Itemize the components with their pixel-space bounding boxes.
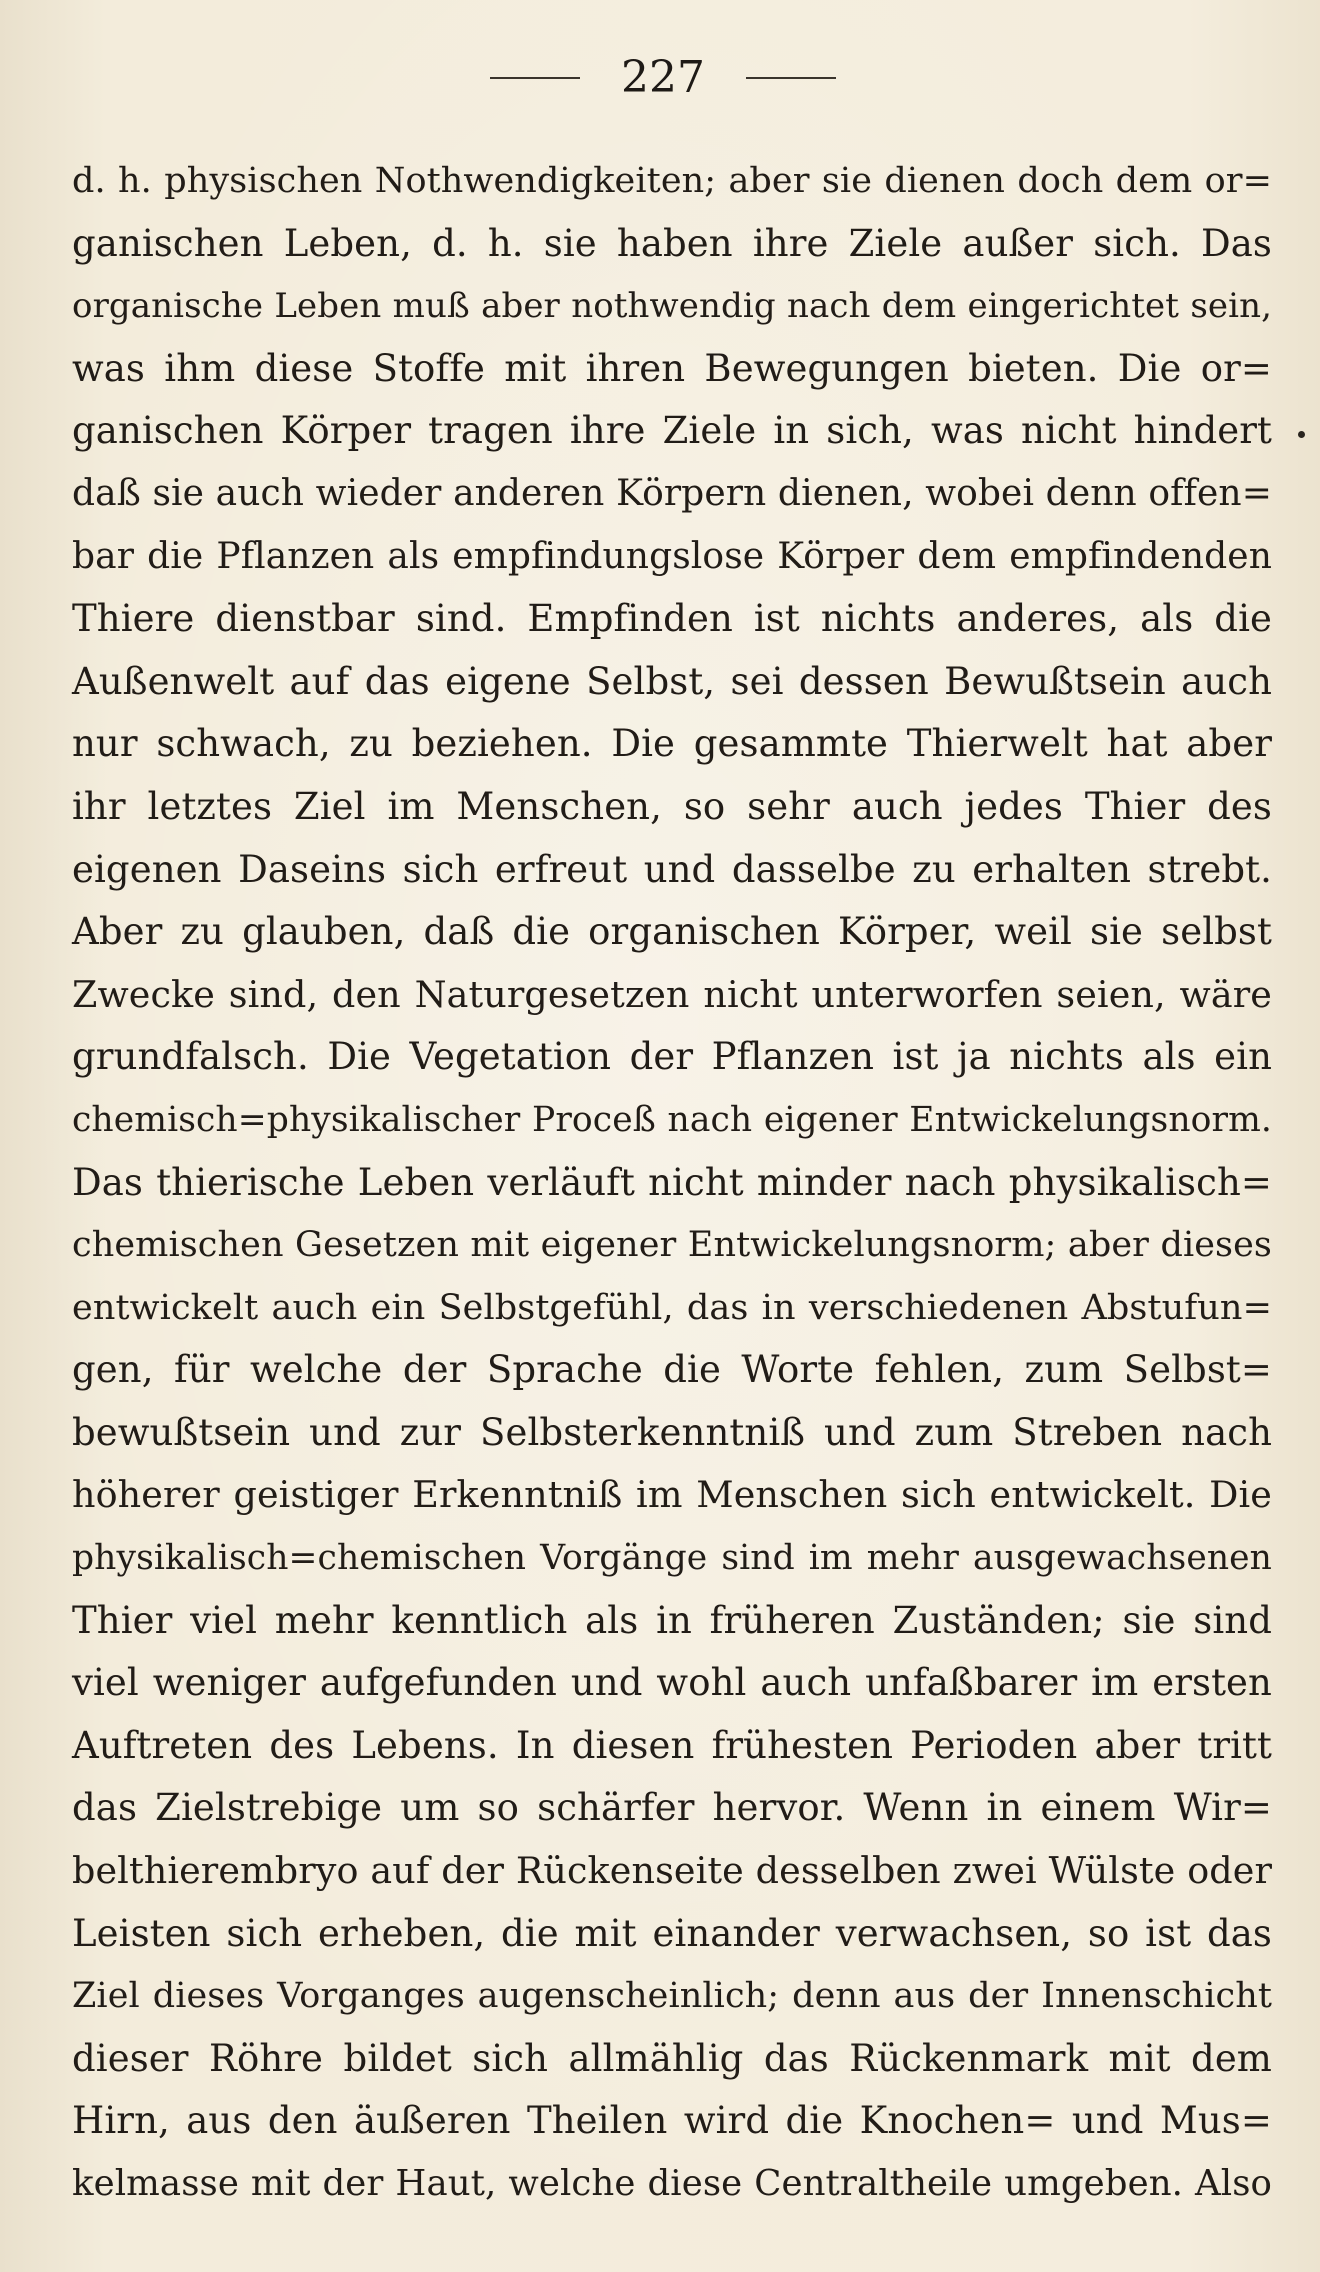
text-line: grundfalsch. Die Vegetation der Pflanzen ist ja nichts als ein (72, 1035, 1272, 1079)
text-line: eigenen Daseins sich erfreut und dasselbe zu erhalten strebt. (72, 847, 1272, 891)
text-line: das Zielstrebige um so schärfer hervor. Wenn in einem Wir= (72, 1786, 1272, 1830)
text-line: Auftreten des Lebens. In diesen frühesten Perioden aber tritt (72, 1723, 1272, 1767)
text-line: Hirn, aus den äußeren Theilen wird die Knochen= und Mus= (72, 2099, 1272, 2143)
text-line: Leisten sich erheben, die mit einander verwachsen, so ist das (72, 1911, 1272, 1955)
text-line: gen, für welche der Sprache die Worte fehlen, zum Selbst= (72, 1348, 1272, 1392)
text-line: ganischen Körper tragen ihre Ziele in sich, was nicht hindert (72, 409, 1272, 453)
text-line: höherer geistiger Erkenntniß im Menschen sich entwickelt. Die (72, 1473, 1272, 1517)
header-rule-right (746, 77, 836, 79)
header-rule-left (490, 77, 580, 79)
margin-ink-dot (1298, 431, 1305, 438)
text-line: Aber zu glauben, daß die organischen Körper, weil sie selbst (72, 910, 1272, 954)
text-line: Außenwelt auf das eigene Selbst, sei dessen Bewußtsein auch (72, 659, 1272, 703)
text-line: Das thierische Leben verläuft nicht minder nach physikalisch= (72, 1160, 1272, 1204)
body-text (72, 150, 1272, 2216)
text-line: entwickelt auch ein Selbstgefühl, das in verschiedenen Abstufun= (72, 1287, 1272, 1328)
text-line: physikalisch=chemischen Vorgänge sind im mehr ausgewachsenen (72, 1538, 1272, 1579)
text-line: chemisch=physikalischer Proceß nach eigener Entwickelungsnorm. (72, 1099, 1272, 1140)
text-line: Ziel dieses Vorganges augenscheinlich; denn aus der Innenschicht (72, 1976, 1272, 2017)
text-line: bar die Pflanzen als empfindungslose Körper dem empfindenden (72, 535, 1272, 577)
text-line: Thiere dienstbar sind. Empfinden ist nichts anderes, als die (72, 597, 1272, 641)
text-line: ihr letztes Ziel im Menschen, so sehr auch jedes Thier des (72, 784, 1272, 828)
text-line: Zwecke sind, den Naturgesetzen nicht unterworfen seien, wäre (72, 972, 1272, 1016)
text-line: bewußtsein und zur Selbsterkenntniß und zum Streben nach (72, 1410, 1272, 1454)
text-line: was ihm diese Stoffe mit ihren Bewegungen bieten. Die or= (72, 346, 1272, 390)
text-line: viel weniger aufgefunden und wohl auch unfaßbarer im ersten (72, 1661, 1272, 1705)
text-line: kelmasse mit der Haut, welche diese Centraltheile umgeben. Also (72, 2163, 1272, 2204)
text-line: dieser Röhre bildet sich allmählig das Rückenmark mit dem (72, 2036, 1272, 2080)
text-line: daß sie auch wieder anderen Körpern dienen, wobei denn offen= (72, 472, 1272, 514)
text-line: nur schwach, zu beziehen. Die gesammte Thierwelt hat aber (72, 722, 1272, 766)
text-line: ganischen Leben, d. h. sie haben ihre Ziele außer sich. Das (72, 221, 1272, 265)
page-number: 227 (621, 52, 705, 103)
page-header (0, 48, 1320, 108)
text-line: belthierembryo auf der Rückenseite desselben zwei Wülste oder (72, 1849, 1272, 1893)
text-line: chemischen Gesetzen mit eigener Entwickelungsnorm; aber dieses (72, 1225, 1272, 1266)
text-line: organische Leben muß aber nothwendig nach dem eingerichtet sein, (72, 286, 1272, 327)
text-line: Thier viel mehr kenntlich als in früheren Zuständen; sie sind (72, 1598, 1272, 1642)
text-line: d. h. physischen Nothwendigkeiten; aber sie dienen doch dem or= (72, 161, 1272, 201)
